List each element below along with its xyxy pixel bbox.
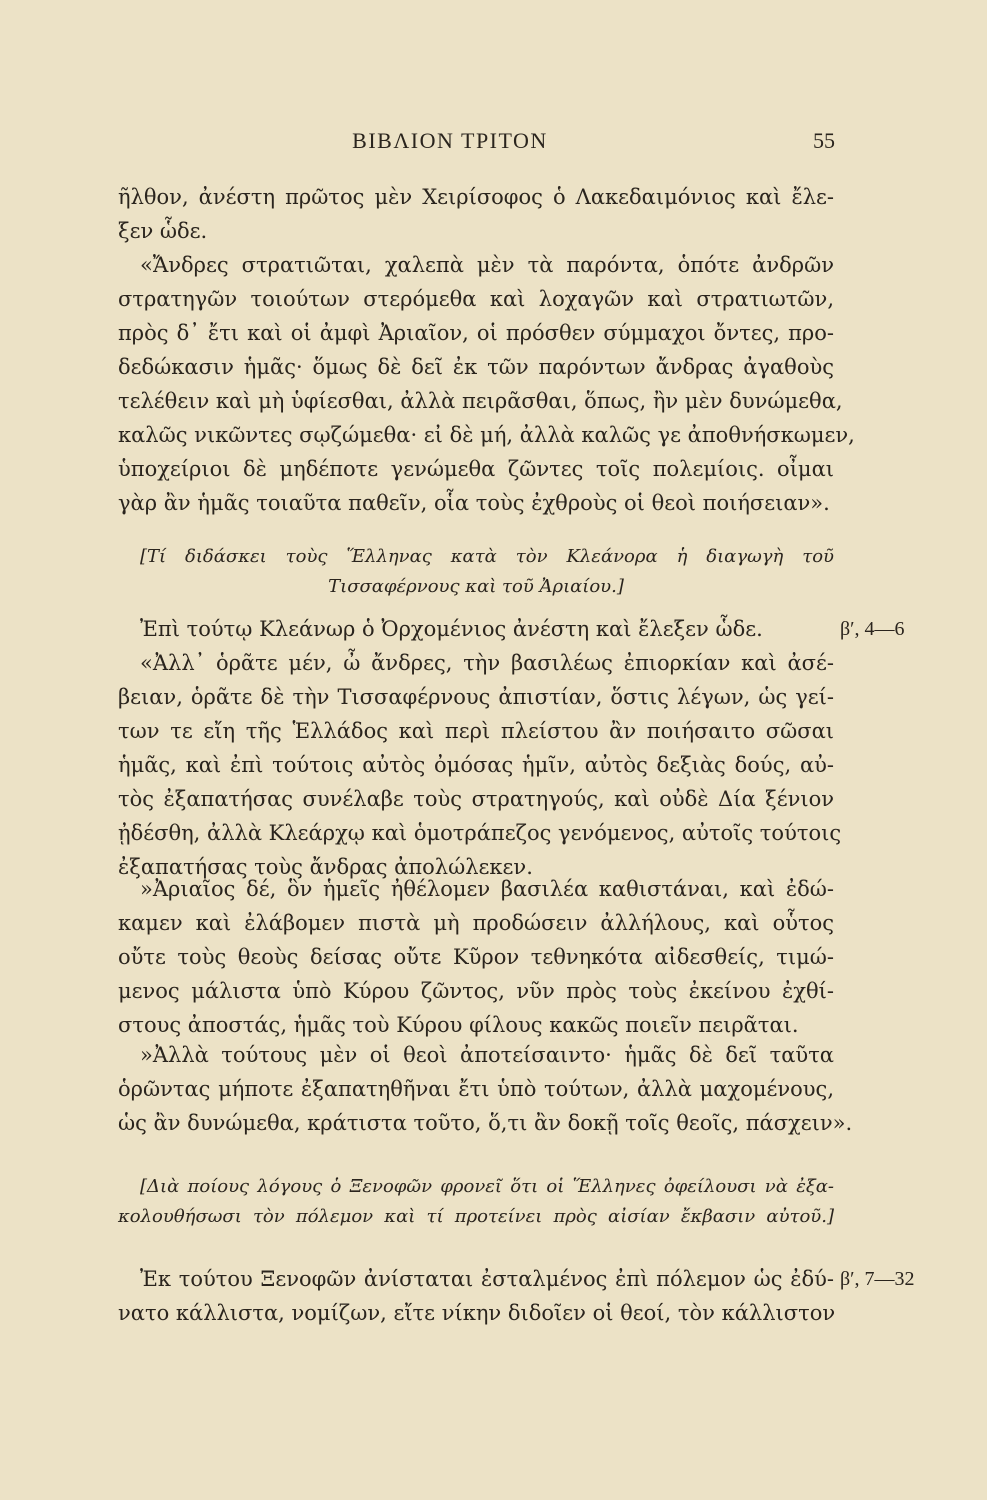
margin-reference: β′, 4—6	[840, 618, 905, 640]
paragraph-7	[118, 1262, 834, 1330]
paragraph-3	[118, 612, 834, 646]
section-heading-1	[118, 542, 834, 602]
text-line: »Ἀριαῖος δέ, ὃν ἡμεῖς ἠθέλομεν βασιλέα καθιστάναι, καὶ ἐδώ-	[140, 877, 834, 901]
text-line: »Ἀλλὰ τούτους μὲν οἱ θεοὶ ἀποτείσαιντο· ἡμᾶς δὲ δεῖ ταῦτα	[140, 1043, 834, 1067]
text-line: οὔτε τοὺς θεοὺς δείσας οὔτε Κῦρον τεθνηκότα αἰδεσθείς, τιμώ-	[118, 945, 834, 969]
text-line: τὸς ἐξαπατήσας συνέλαβε τοὺς στρατηγούς, καὶ οὐδὲ Δία ξένιον	[118, 787, 834, 811]
text-line: βειαν, ὁρᾶτε δὲ τὴν Τισσαφέρνους ἀπιστίαν, ὅστις λέγων, ὡς γεί-	[118, 685, 834, 709]
text-line: στους ἀποστάς, ἡμᾶς τοὺ Κύρου φίλους κακῶς ποιεῖν πειρᾶται.	[118, 1013, 799, 1037]
paragraph-2	[118, 248, 855, 520]
text-line: ἐξαπατήσας τοὺς ἄνδρας ἀπολώλεκεν.	[118, 855, 533, 879]
heading-line: [Διὰ ποίους λόγους ὁ Ξενοφῶν φρονεῖ ὅτι οἱ Ἕλληνες ὀφείλουσι νὰ ἐξα-	[140, 1176, 834, 1197]
text-line: καμεν καὶ ἐλάβομεν πιστὰ μὴ προδώσειν ἀλλήλους, καὶ οὗτος	[118, 911, 834, 935]
heading-line: Τισσαφέρνους καὶ τοῦ Ἀριαίου.]	[328, 576, 624, 597]
paragraph-4	[118, 646, 842, 884]
text-line: στρατηγῶν τοιούτων στερόμεθα καὶ λοχαγῶν καὶ στρατιωτῶν,	[118, 287, 834, 311]
text-line: πρὸς δ᾽ ἔτι καὶ οἱ ἀμφὶ Ἀριαῖον, οἱ πρόσθεν σύμμαχοι ὄντες, προ-	[118, 321, 834, 345]
margin-reference: β′, 7—32	[840, 1268, 915, 1290]
text-line: ᾐδέσθη, ἀλλὰ Κλεάρχῳ καὶ ὁμοτράπεζος γενόμενος, αὐτοῖς τούτοις	[118, 821, 842, 845]
text-line: ὁρῶντας μήποτε ἐξαπατηθῆναι ἔτι ὑπὸ τούτων, ἀλλὰ μαχομένους,	[118, 1077, 834, 1101]
running-header	[0, 128, 987, 158]
text-line: ὑποχείριοι δὲ μηδέποτε γενώμεθα ζῶντες τοῖς πολεμίοις. οἶμαι	[118, 457, 834, 481]
paragraph-1	[118, 180, 834, 248]
text-line: καλῶς νικῶντες σῳζώμεθα· εἰ δὲ μή, ἀλλὰ καλῶς γε ἀποθνήσκωμεν,	[118, 423, 855, 447]
page-number: 55	[813, 128, 835, 153]
text-line: ὡς ἂν δυνώμεθα, κράτιστα τοῦτο, ὅ,τι ἂν δοκῇ τοῖς θεοῖς, πάσχειν».	[118, 1111, 853, 1135]
text-line: ξεν ὧδε.	[118, 219, 208, 243]
text-line: τελέθειν καὶ μὴ ὑφίεσθαι, ἀλλὰ πειρᾶσθαι, ὅπως, ἢν μὲν δυνώμεθα,	[118, 389, 843, 413]
text-line: ἡμᾶς, καὶ ἐπὶ τούτοις αὐτὸς ὀμόσας ἡμῖν, αὐτὸς δεξιὰς δούς, αὐ-	[118, 753, 834, 777]
paragraph-6	[118, 1038, 853, 1140]
paragraph-5	[118, 872, 834, 1042]
text-line: νατο κάλλιστα, νομίζων, εἴτε νίκην διδοῖεν οἱ θεοί, τὸν κάλλιστον	[118, 1301, 836, 1325]
text-line: ῆλθον, ἀνέστη πρῶτος μὲν Χειρίσοφος ὁ Λακεδαιμόνιος καὶ ἔλε-	[118, 185, 834, 209]
text-line: δεδώκασιν ἡμᾶς· ὅμως δὲ δεῖ ἐκ τῶν παρόντων ἄνδρας ἀγαθοὺς	[118, 355, 834, 379]
text-line: γὰρ ἂν ἡμᾶς τοιαῦτα παθεῖν, οἷα τοὺς ἐχθροὺς οἱ θεοὶ ποιήσειαν».	[118, 491, 830, 515]
heading-line: κολουθήσωσι τὸν πόλεμον καὶ τί προτείνει πρὸς αἰσίαν ἔκβασιν αὐτοῦ.]	[118, 1206, 834, 1227]
text-line: «Ἄνδρες στρατιῶται, χαλεπὰ μὲν τὰ παρόντα, ὁπότε ἀνδρῶν	[140, 253, 834, 277]
section-heading-2	[118, 1172, 834, 1232]
header-title: ΒΙΒΛΙΟΝ ΤΡΙΤΟΝ	[352, 128, 548, 153]
text-line: των τε εἴη τῆς Ἑλλάδος καὶ περὶ πλείστου ἂν ποιήσαιτο σῶσαι	[118, 719, 834, 743]
text-line: Ἐκ τούτου Ξενοφῶν ἀνίσταται ἐσταλμένος ἐπὶ πόλεμον ὡς ἐδύ-	[140, 1267, 834, 1291]
heading-line: [Τί διδάσκει τοὺς Ἕλληνας κατὰ τὸν Κλεάνορα ἡ διαγωγὴ τοῦ	[140, 546, 834, 567]
text-line: μενος μάλιστα ὑπὸ Κύρου ζῶντος, νῦν πρὸς τοὺς ἐκείνου ἐχθί-	[118, 979, 834, 1003]
text-line: «Ἀλλ᾽ ὁρᾶτε μέν, ὦ ἄνδρες, τὴν βασιλέως ἐπιορκίαν καὶ ἀσέ-	[140, 651, 834, 675]
text-line: Ἐπὶ τούτῳ Κλεάνωρ ὁ Ὀρχομένιος ἀνέστη καὶ ἔλεξεν ὧδε.	[140, 617, 763, 641]
